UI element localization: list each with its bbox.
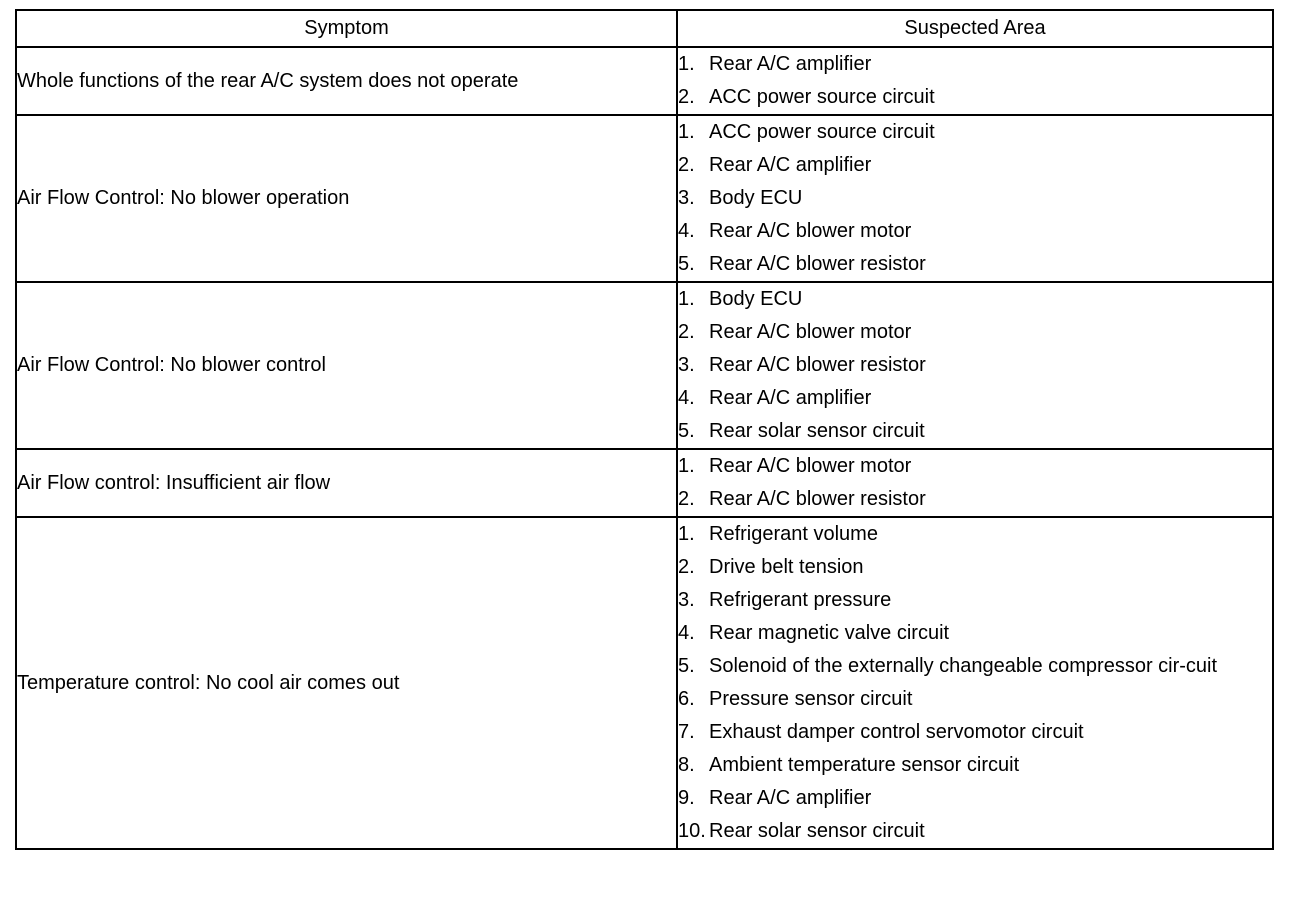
list-item bbox=[678, 617, 1272, 650]
list-item bbox=[678, 382, 1272, 415]
list-item bbox=[678, 248, 1272, 281]
list-item-text: Exhaust damper control servomotor circuit bbox=[709, 721, 1084, 743]
list-item bbox=[678, 683, 1272, 716]
header-row bbox=[16, 10, 1273, 47]
suspected-area-cell bbox=[677, 282, 1273, 449]
list-item-number: 4. bbox=[678, 220, 695, 242]
list-item-number: 2. bbox=[678, 154, 695, 176]
list-item-text: Body ECU bbox=[709, 187, 803, 209]
suspected-area-cell bbox=[677, 115, 1273, 282]
suspected-area-cell bbox=[677, 517, 1273, 849]
list-item-number: 2. bbox=[678, 321, 695, 343]
list-item-number: 1. bbox=[678, 288, 695, 310]
list-item-text: Ambient temperature sensor circuit bbox=[709, 754, 1020, 776]
list-item-number: 3. bbox=[678, 354, 695, 376]
list-item-text: Rear A/C blower resistor bbox=[709, 253, 926, 275]
list-item-text: Rear A/C amplifier bbox=[709, 787, 872, 809]
list-item-number: 1. bbox=[678, 455, 695, 477]
list-item-number: 1. bbox=[678, 53, 695, 75]
list-item bbox=[678, 283, 1272, 316]
list-item-number: 5. bbox=[678, 655, 695, 677]
list-item-text: Pressure sensor circuit bbox=[709, 688, 913, 710]
list-item bbox=[678, 349, 1272, 382]
list-item bbox=[678, 149, 1272, 182]
header-suspected-area: Suspected Area bbox=[677, 10, 1273, 47]
list-item bbox=[678, 316, 1272, 349]
list-item-text: ACC power source circuit bbox=[709, 86, 935, 108]
symptom-cell: Air Flow Control: No blower control bbox=[16, 282, 677, 449]
list-item-text: Refrigerant volume bbox=[709, 523, 878, 545]
list-item bbox=[678, 81, 1272, 114]
table-row bbox=[16, 517, 1273, 849]
list-item bbox=[678, 483, 1272, 516]
list-item-number: 5. bbox=[678, 420, 695, 442]
list-item bbox=[678, 450, 1272, 483]
list-item-number: 4. bbox=[678, 387, 695, 409]
list-item bbox=[678, 815, 1272, 848]
list-item-number: 1. bbox=[678, 121, 695, 143]
suspected-area-list bbox=[678, 48, 1272, 114]
list-item bbox=[678, 749, 1272, 782]
table-body bbox=[16, 47, 1273, 849]
list-item-text: Rear A/C blower motor bbox=[709, 455, 912, 477]
list-item bbox=[678, 182, 1272, 215]
list-item bbox=[678, 48, 1272, 81]
list-item-text: Rear solar sensor circuit bbox=[709, 420, 925, 442]
header-symptom: Symptom bbox=[16, 10, 677, 47]
list-item-text: Solenoid of the externally changeable compressor cir-cuit bbox=[709, 655, 1218, 677]
list-item-text: Rear A/C amplifier bbox=[709, 154, 872, 176]
list-item-text: Rear A/C amplifier bbox=[709, 387, 872, 409]
list-item-number: 10. bbox=[678, 820, 706, 842]
list-item-number: 5. bbox=[678, 253, 695, 275]
list-item-number: 8. bbox=[678, 754, 695, 776]
list-item-number: 9. bbox=[678, 787, 695, 809]
troubleshooting-sheet bbox=[15, 9, 1272, 850]
list-item bbox=[678, 782, 1272, 815]
suspected-area-list bbox=[678, 518, 1272, 848]
list-item-number: 2. bbox=[678, 86, 695, 108]
list-item bbox=[678, 215, 1272, 248]
list-item-text: ACC power source circuit bbox=[709, 121, 935, 143]
list-item bbox=[678, 551, 1272, 584]
list-item-text: Rear magnetic valve circuit bbox=[709, 622, 950, 644]
symptom-cell: Whole functions of the rear A/C system does not operate bbox=[16, 47, 677, 115]
suspected-area-cell bbox=[677, 449, 1273, 517]
list-item-number: 6. bbox=[678, 688, 695, 710]
list-item-number: 3. bbox=[678, 187, 695, 209]
symptom-cell: Air Flow control: Insufficient air flow bbox=[16, 449, 677, 517]
list-item-text: Rear A/C blower motor bbox=[709, 220, 912, 242]
list-item-number: 7. bbox=[678, 721, 695, 743]
suspected-area-cell bbox=[677, 47, 1273, 115]
list-item-text: Rear A/C amplifier bbox=[709, 53, 872, 75]
list-item-text: Rear A/C blower resistor bbox=[709, 354, 926, 376]
table-row bbox=[16, 282, 1273, 449]
list-item bbox=[678, 716, 1272, 749]
list-item-text: Refrigerant pressure bbox=[709, 589, 892, 611]
list-item bbox=[678, 518, 1272, 551]
list-item-text: Rear A/C blower motor bbox=[709, 321, 912, 343]
suspected-area-list bbox=[678, 450, 1272, 516]
table-row bbox=[16, 115, 1273, 282]
suspected-area-list bbox=[678, 283, 1272, 448]
list-item-number: 4. bbox=[678, 622, 695, 644]
symptom-table bbox=[15, 9, 1274, 850]
list-item-text: Rear solar sensor circuit bbox=[709, 820, 925, 842]
list-item bbox=[678, 650, 1272, 683]
table-row bbox=[16, 449, 1273, 517]
list-item-number: 2. bbox=[678, 556, 695, 578]
list-item-text: Drive belt tension bbox=[709, 556, 864, 578]
table-row bbox=[16, 47, 1273, 115]
symptom-cell: Temperature control: No cool air comes out bbox=[16, 517, 677, 849]
list-item-text: Body ECU bbox=[709, 288, 803, 310]
list-item bbox=[678, 584, 1272, 617]
list-item-text: Rear A/C blower resistor bbox=[709, 488, 926, 510]
list-item-number: 1. bbox=[678, 523, 695, 545]
list-item-number: 3. bbox=[678, 589, 695, 611]
list-item-number: 2. bbox=[678, 488, 695, 510]
list-item bbox=[678, 415, 1272, 448]
symptom-cell: Air Flow Control: No blower operation bbox=[16, 115, 677, 282]
suspected-area-list bbox=[678, 116, 1272, 281]
list-item bbox=[678, 116, 1272, 149]
